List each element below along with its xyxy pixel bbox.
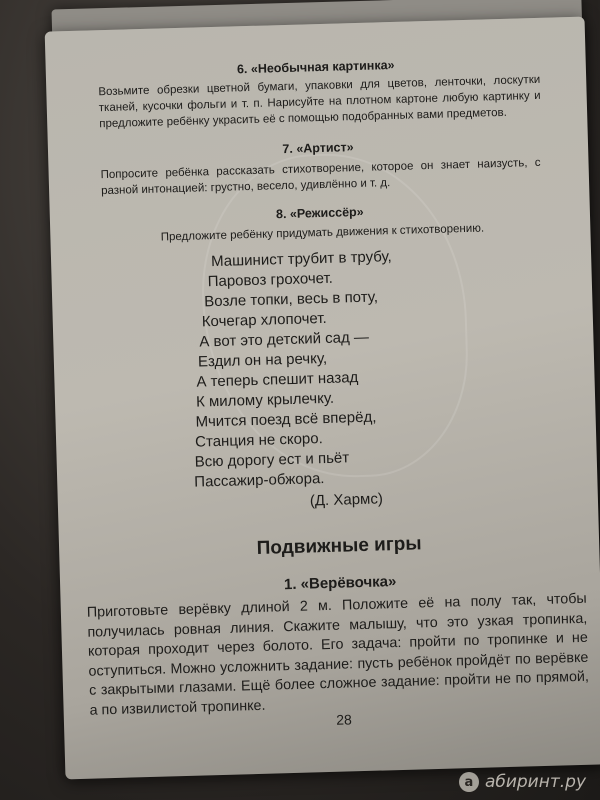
poem-line: Станция не скоро. xyxy=(194,430,324,451)
poem-line: Возле топки, весь в поту, xyxy=(204,288,379,311)
poem-line: Пассажир-обжора. xyxy=(194,470,325,491)
page-content xyxy=(45,17,600,780)
heading-artist: 7. «Артист» xyxy=(282,140,354,157)
poem-line: Ездил он на речку, xyxy=(197,349,328,371)
section-title-podvizhnye-igry: Подвижные игры xyxy=(256,533,422,559)
poem-line: Мчится поезд всё вперёд, xyxy=(195,408,377,431)
poem-line: А теперь спешит назад xyxy=(196,369,359,391)
poem-line: А вот это детский сад — xyxy=(199,328,370,351)
labirint-logo-icon: а xyxy=(459,772,479,792)
page-number: 28 xyxy=(335,711,352,728)
watermark xyxy=(459,772,586,792)
poem-line: Всю дорогу ест и пьёт xyxy=(194,449,350,471)
poem-line: Кочегар хлопочет. xyxy=(201,309,327,331)
paragraph-verevochka: Приготовьте верёвку длиной 2 м. Положите её на полу так, чтобы получилась ровная линия. Скажите малышу, что это узкая тропинка, которая проходит через болото. Его задача: пройти по тропинке и не оступиться. Можно усложнить задание: пусть ребёнок пройдёт по верёвке с закрытыми глазами. Ещё более сложное задание: пройти не по прямой, а по извилистой тропинке. xyxy=(86,590,590,719)
heading-neobychnaya-kartinka: 6. «Необычная картинка» xyxy=(236,57,395,77)
heading-rezhisser: 8. «Режиссёр» xyxy=(275,204,364,222)
watermark-text: абиринт.ру xyxy=(484,772,586,792)
poem-line: Машинист трубит в трубу, xyxy=(210,248,392,271)
poem-line: К милому крылечку. xyxy=(195,389,335,411)
poem-author: (Д. Хармс) xyxy=(309,490,384,510)
poem-line: Паровоз грохочет. xyxy=(207,269,334,291)
heading-verevochka: 1. «Верёвочка» xyxy=(283,573,397,594)
paragraph-rezhisser: Предложите ребёнку придумать движения к стихотворению. xyxy=(160,222,485,244)
paragraph-neobychnaya-kartinka: Возьмите обрезки цветной бумаги, упаковки для цветов, ленточки, лоскутки тканей, кусочки фольги и т. п. Нарисуйте на плотном картоне любую картинку и предложите ребёнку украсить её с помощью подобранных вами предметов. xyxy=(98,73,541,131)
book-page xyxy=(45,17,600,780)
paragraph-artist: Попросите ребёнка рассказать стихотворение, которое он знает наизусть, с разной интонацией: грустно, весело, удивлённо и т. д. xyxy=(100,156,541,198)
